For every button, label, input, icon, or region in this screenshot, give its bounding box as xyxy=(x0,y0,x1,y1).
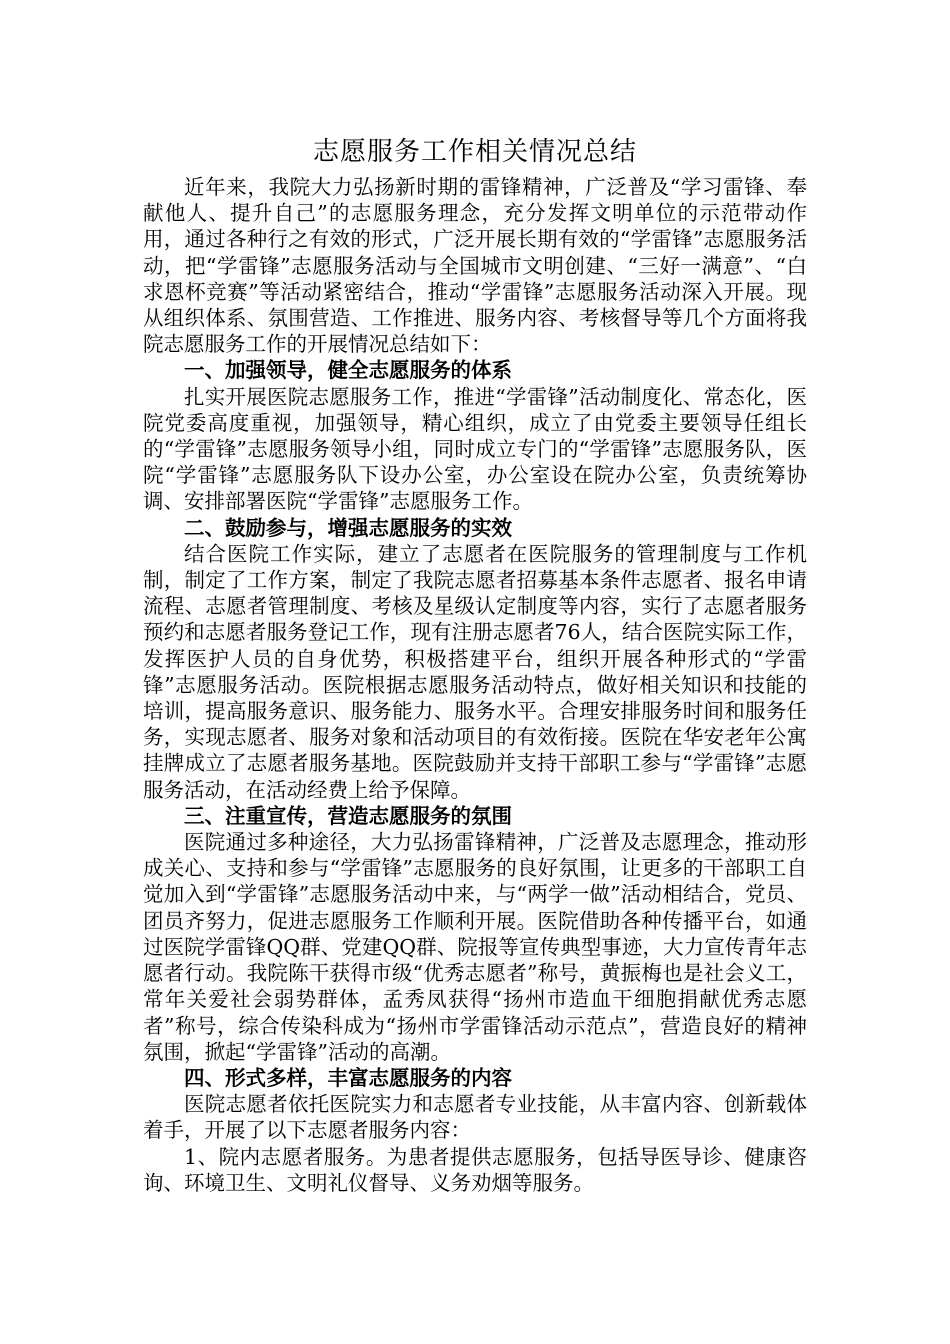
section-heading: 二、鼓励参与，增强志愿服务的实效 xyxy=(184,515,512,540)
section-paragraph: 医院志愿者依托医院实力和志愿者专业技能，从丰富内容、创新载体着手，开展了以下志愿者服务内容： xyxy=(143,1092,807,1143)
section-heading: 三、注重宣传，营造志愿服务的氛围 xyxy=(184,803,512,828)
section-paragraph: 扎实开展医院志愿服务工作，推进“学雷锋”活动制度化、常态化，医院党委高度重视，加强领导，精心组织，成立了由党委主要领导任组长的“学雷锋”志愿服务领导小组，同时成立专门的“学雷锋”志愿服务队，医院“学雷锋”志愿服务队下设办公室，办公室设在院办公室，负责统筹协调、安排部署医院“学雷锋”志愿服务工作。 xyxy=(143,384,807,514)
document-page xyxy=(143,130,807,1196)
section-1 xyxy=(143,357,807,514)
intro-paragraph: 近年来，我院大力弘扬新时期的雷锋精神，广泛普及“学习雷锋、奉献他人、提升自己”的志愿服务理念，充分发挥文明单位的示范带动作用，通过各种行之有效的形式，广泛开展长期有效的“学雷锋”志愿服务活动，把“学雷锋”志愿服务活动与全国城市文明创建、“三好一满意”、“白求恩杯竞赛”等活动紧密结合，推动“学雷锋”志愿服务活动深入开展。现从组织体系、氛围营造、工作推进、服务内容、考核督导等几个方面将我院志愿服务工作的开展情况总结如下： xyxy=(143,175,807,357)
section-4 xyxy=(143,1065,807,1196)
section-2 xyxy=(143,515,807,803)
section-heading: 四、形式多样，丰富志愿服务的内容 xyxy=(184,1065,512,1090)
section-list-item: 1、院内志愿者服务。为患者提供志愿服务，包括导医导诊、健康咨询、环境卫生、文明礼仪督导、义务劝烟等服务。 xyxy=(143,1144,807,1195)
section-paragraph: 结合医院工作实际，建立了志愿者在医院服务的管理制度与工作机制，制定了工作方案，制定了我院志愿者招募基本条件志愿者、报名申请流程、志愿者管理制度、考核及星级认定制度等内容，实行了志愿者服务预约和志愿者服务登记工作，现有注册志愿者76人，结合医院实际工作，发挥医护人员的自身优势，积极搭建平台，组织开展各种形式的“学雷锋”志愿服务活动。医院根据志愿服务活动特点，做好相关知识和技能的培训，提高服务意识、服务能力、服务水平。合理安排服务时间和服务任务，实现志愿者、服务对象和活动项目的有效衔接。医院在华安老年公寓挂牌成立了志愿者服务基地。医院鼓励并支持干部职工参与“学雷锋”志愿服务活动，在活动经费上给予保障。 xyxy=(143,541,807,802)
section-heading: 一、加强领导，健全志愿服务的体系 xyxy=(184,358,512,383)
document-title: 志愿服务工作相关情况总结 xyxy=(312,137,637,167)
section-paragraph: 医院通过多种途径，大力弘扬雷锋精神，广泛普及志愿理念，推动形成关心、支持和参与“学雷锋”志愿服务的良好氛围，让更多的干部职工自觉加入到“学雷锋”志愿服务活动中来，与“两学一做”活动相结合，党员、团员齐努力，促进志愿服务工作顺利开展。医院借助各种传播平台，如通过医院学雷锋QQ群、党建QQ群、院报等宣传典型事迹，大力宣传青年志愿者行动。我院陈干获得市级“优秀志愿者”称号，黄振梅也是社会义工，常年关爱社会弱势群体，孟秀凤获得“扬州市造血干细胞捐献优秀志愿者”称号，综合传染科成为“扬州市学雷锋活动示范点”，营造良好的精神氛围，掀起“学雷锋”活动的高潮。 xyxy=(143,830,807,1064)
section-3 xyxy=(143,803,807,1065)
